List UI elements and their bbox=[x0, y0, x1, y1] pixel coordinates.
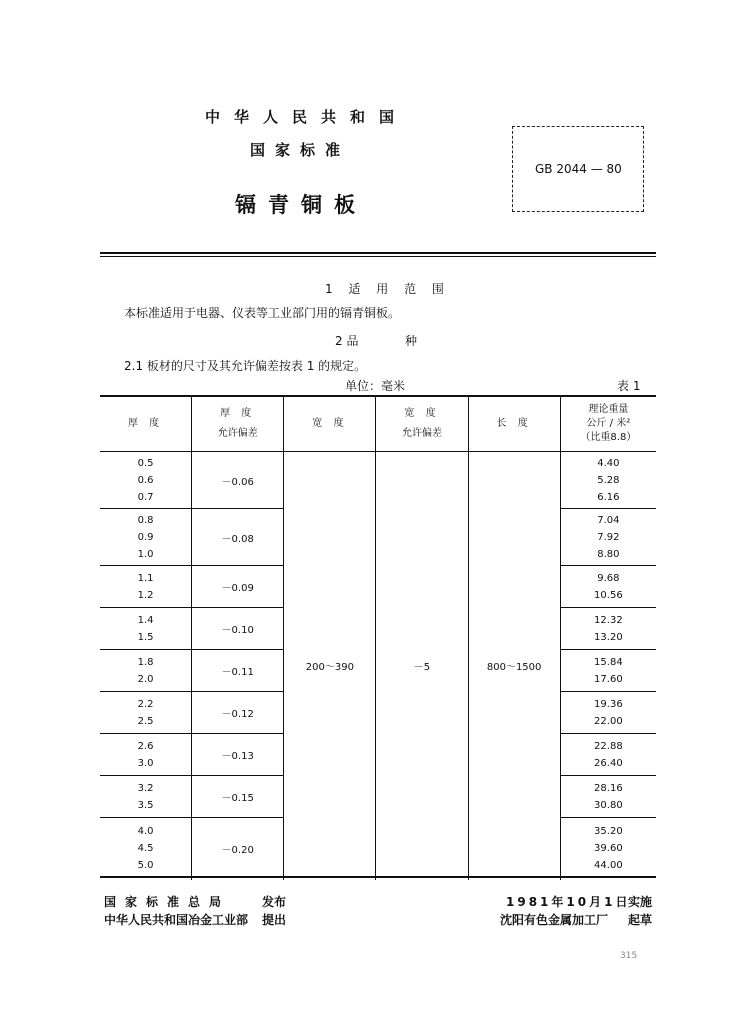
thickness-value: 5.0 bbox=[137, 860, 154, 872]
thickness-tolerance-cell: －0.11 bbox=[192, 650, 284, 692]
weight-cell bbox=[560, 608, 656, 650]
thickness-cell bbox=[100, 566, 192, 608]
thickness-value: 0.5 bbox=[137, 457, 154, 469]
thickness-value: 0.7 bbox=[137, 491, 154, 503]
thickness-cell bbox=[100, 776, 192, 818]
weight-cell bbox=[560, 818, 656, 880]
weight-value: 6.16 bbox=[597, 491, 620, 503]
thickness-value: 1.2 bbox=[137, 589, 154, 601]
col-width: 宽 度 bbox=[284, 396, 376, 452]
thickness-cell bbox=[100, 692, 192, 734]
section2-heading-word: 种 bbox=[405, 334, 418, 348]
thickness-value: 4.0 bbox=[137, 826, 154, 838]
weight-value: 7.04 bbox=[597, 514, 620, 526]
thickness-value: 1.1 bbox=[137, 572, 154, 584]
thickness-tolerance-cell: －0.10 bbox=[192, 608, 284, 650]
thickness-cell bbox=[100, 608, 192, 650]
standard-code: GB 2044 — 80 bbox=[535, 162, 622, 176]
header-divider-thin bbox=[100, 256, 656, 257]
weight-value: 19.36 bbox=[594, 698, 623, 710]
thickness-cell bbox=[100, 509, 192, 566]
thickness-value: 0.9 bbox=[137, 531, 154, 543]
col-width-tolerance: 宽 度 允许偏差 bbox=[376, 396, 468, 452]
weight-value: 22.00 bbox=[594, 715, 623, 727]
page-number: 315 bbox=[620, 951, 638, 961]
weight-value: 4.40 bbox=[597, 457, 620, 469]
weight-value: 12.32 bbox=[594, 614, 623, 626]
table-row bbox=[100, 452, 656, 509]
weight-value: 5.28 bbox=[597, 474, 620, 486]
weight-cell bbox=[560, 452, 656, 509]
thickness-value: 0.6 bbox=[137, 474, 154, 486]
weight-value: 7.92 bbox=[597, 531, 620, 543]
thickness-value: 3.5 bbox=[137, 799, 154, 811]
weight-value: 15.84 bbox=[594, 656, 623, 668]
footer-drafter: 沈阳有色金属加工厂 bbox=[500, 913, 609, 927]
document-title: 镉青铜板 bbox=[235, 193, 367, 217]
col-thickness-tolerance: 厚 度 允许偏差 bbox=[192, 396, 284, 452]
weight-cell bbox=[560, 734, 656, 776]
weight-value: 26.40 bbox=[594, 757, 623, 769]
footer-proposer: 中华人民共和国冶金工业部 bbox=[104, 913, 249, 927]
thickness-value: 0.8 bbox=[137, 514, 154, 526]
thickness-value: 2.2 bbox=[137, 698, 154, 710]
length-cell: 800～1500 bbox=[468, 452, 560, 880]
width-tolerance-cell: －5 bbox=[376, 452, 468, 880]
weight-value: 10.56 bbox=[594, 589, 623, 601]
dimension-table bbox=[100, 395, 656, 880]
thickness-tolerance-cell: －0.13 bbox=[192, 734, 284, 776]
weight-value: 8.80 bbox=[597, 548, 620, 560]
footer-issuer: 国家标准总局 bbox=[104, 895, 231, 909]
footer-propose-word: 提出 bbox=[262, 913, 287, 927]
weight-value: 9.68 bbox=[597, 572, 620, 584]
section1-text: 本标准适用于电器、仪表等工业部门用的镉青铜板。 bbox=[124, 306, 401, 320]
footer-issue-word: 发布 bbox=[262, 895, 287, 909]
col-length: 长 度 bbox=[468, 396, 560, 452]
thickness-value: 4.5 bbox=[137, 843, 154, 855]
weight-cell bbox=[560, 776, 656, 818]
thickness-value: 2.0 bbox=[137, 673, 154, 685]
section1-heading: 1 适 用 范 围 bbox=[325, 282, 450, 296]
thickness-tolerance-cell: －0.15 bbox=[192, 776, 284, 818]
footer-implement-word: 实施 bbox=[628, 895, 653, 909]
weight-value: 13.20 bbox=[594, 631, 623, 643]
weight-value: 35.20 bbox=[594, 826, 623, 838]
thickness-tolerance-cell: －0.09 bbox=[192, 566, 284, 608]
weight-value: 44.00 bbox=[594, 860, 623, 872]
thickness-value: 2.6 bbox=[137, 740, 154, 752]
thickness-cell bbox=[100, 734, 192, 776]
col-weight: 理论重量 公斤 / 米² （比重8.8） bbox=[560, 396, 656, 452]
header-standard-type: 国家标准 bbox=[250, 141, 351, 159]
section2-text: 2.1 板材的尺寸及其允许偏差按表 1 的规定。 bbox=[124, 359, 367, 373]
thickness-value: 2.5 bbox=[137, 715, 154, 727]
footer-draft-word: 起草 bbox=[628, 913, 653, 927]
thickness-value: 1.5 bbox=[137, 631, 154, 643]
section2-heading: 2 品 bbox=[335, 334, 359, 348]
thickness-tolerance-cell: －0.06 bbox=[192, 452, 284, 509]
table-unit: 单位：毫米 bbox=[345, 379, 406, 393]
weight-cell bbox=[560, 566, 656, 608]
thickness-cell bbox=[100, 650, 192, 692]
weight-value: 39.60 bbox=[594, 843, 623, 855]
thickness-value: 3.0 bbox=[137, 757, 154, 769]
col-thickness: 厚 度 bbox=[100, 396, 192, 452]
footer-divider bbox=[100, 876, 656, 878]
thickness-cell bbox=[100, 818, 192, 880]
header-country: 中华人民共和国 bbox=[205, 108, 409, 126]
thickness-value: 1.4 bbox=[137, 614, 154, 626]
thickness-tolerance-cell: －0.12 bbox=[192, 692, 284, 734]
weight-cell bbox=[560, 509, 656, 566]
thickness-value: 1.0 bbox=[137, 548, 154, 560]
thickness-value: 3.2 bbox=[137, 782, 154, 794]
header-divider bbox=[100, 252, 656, 254]
weight-value: 17.60 bbox=[594, 673, 623, 685]
width-cell: 200～390 bbox=[284, 452, 376, 880]
thickness-cell bbox=[100, 452, 192, 509]
weight-cell bbox=[560, 692, 656, 734]
weight-value: 30.80 bbox=[594, 799, 623, 811]
weight-cell bbox=[560, 650, 656, 692]
footer-date: 1981年10月1日 bbox=[506, 895, 631, 909]
thickness-tolerance-cell: －0.20 bbox=[192, 818, 284, 880]
weight-value: 28.16 bbox=[594, 782, 623, 794]
thickness-tolerance-cell: －0.08 bbox=[192, 509, 284, 566]
table-label: 表 1 bbox=[617, 379, 641, 393]
weight-value: 22.88 bbox=[594, 740, 623, 752]
thickness-value: 1.8 bbox=[137, 656, 154, 668]
